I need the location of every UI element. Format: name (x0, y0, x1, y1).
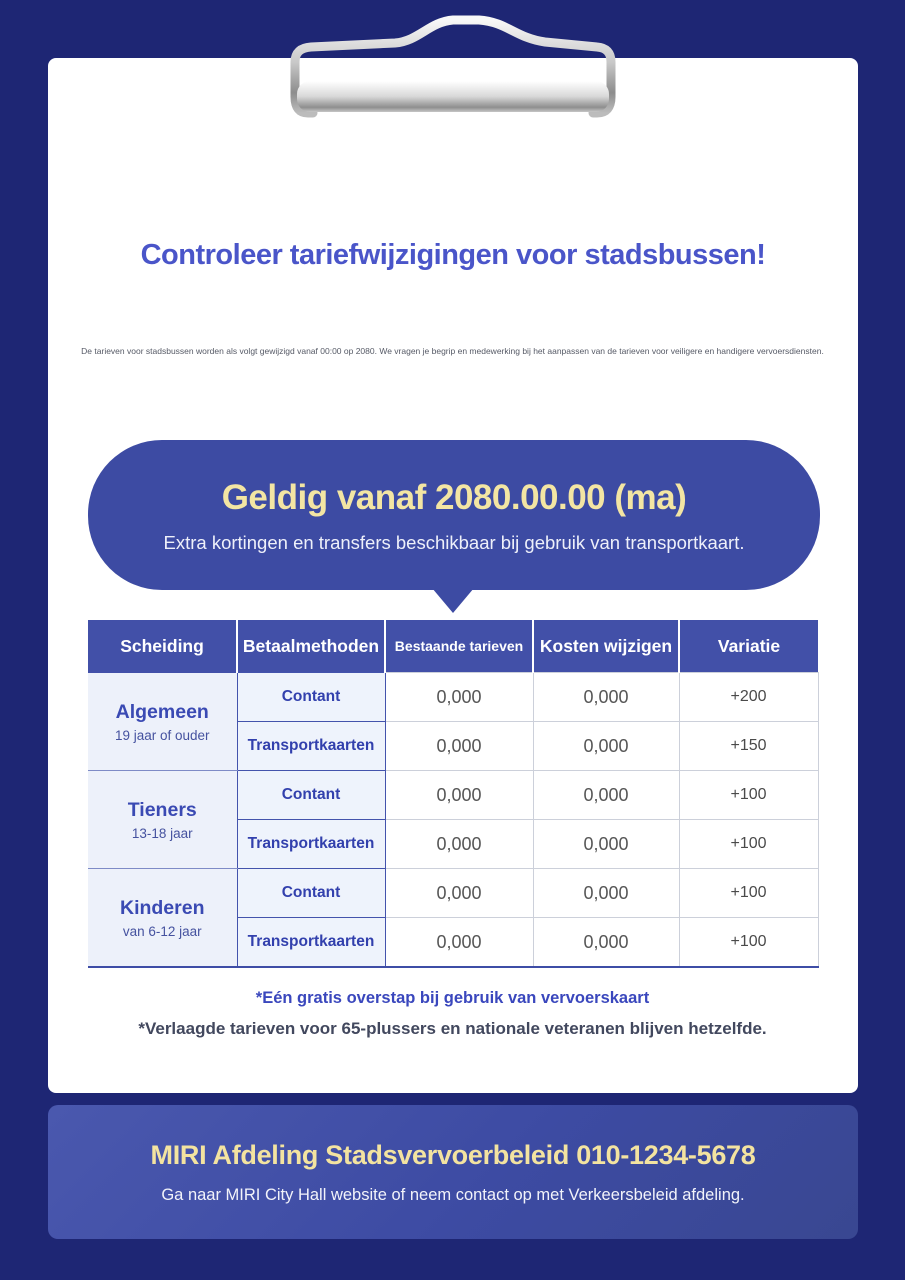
col-header-betaalmethoden: Betaalmethoden (237, 620, 385, 673)
fare-table-header (88, 620, 818, 673)
variation-cell: +200 (679, 673, 818, 722)
contact-footer (48, 1105, 858, 1239)
col-header-bestaande-tarieven: Bestaande tarieven (385, 620, 533, 673)
variation-cell: +100 (679, 918, 818, 968)
payment-method-cell: Transportkaarten (237, 918, 385, 968)
footnote-free-transfer: *Eén gratis overstap bij gebruik van vervoerskaart (255, 989, 650, 1007)
changed-fare-cell: 0,000 (533, 918, 679, 968)
current-fare-cell: 0,000 (385, 722, 533, 771)
category-name: Tieners (127, 798, 197, 821)
col-header-variatie: Variatie (679, 620, 818, 673)
payment-method-cell: Contant (237, 869, 385, 918)
current-fare-cell: 0,000 (385, 820, 533, 869)
category-name: Kinderen (119, 896, 205, 919)
category-cell-algemeen (88, 673, 237, 771)
col-header-kosten-wijzigen: Kosten wijzigen (533, 620, 679, 673)
variation-cell: +100 (679, 869, 818, 918)
current-fare-cell: 0,000 (385, 918, 533, 968)
category-age-range: 19 jaar of ouder (114, 727, 210, 743)
table-row (88, 869, 818, 918)
changed-fare-cell: 0,000 (533, 673, 679, 722)
contact-title: MIRI Afdeling Stadsvervoerbeleid 010-1234-5678 (150, 1139, 756, 1170)
category-cell-tieners (88, 771, 237, 869)
variation-cell: +100 (679, 771, 818, 820)
contact-subtitle: Ga naar MIRI City Hall website of neem contact op met Verkeersbeleid afdeling. (161, 1185, 745, 1204)
banner-subtitle: Extra kortingen en transfers beschikbaar bij gebruik van transportkaart. (163, 532, 745, 553)
payment-method-cell: Contant (237, 673, 385, 722)
changed-fare-cell: 0,000 (533, 722, 679, 771)
payment-method-cell: Transportkaarten (237, 820, 385, 869)
changed-fare-cell: 0,000 (533, 820, 679, 869)
current-fare-cell: 0,000 (385, 673, 533, 722)
effective-date-banner (88, 440, 820, 590)
changed-fare-cell: 0,000 (533, 771, 679, 820)
category-age-range: 13-18 jaar (131, 826, 193, 842)
clipboard-clip-icon (283, 10, 623, 122)
intro-text: De tarieven voor stadsbussen worden als volgt gewijzigd vanaf 00:00 op 2080. We vragen je begrip en medewerking bij het aanpassen van de tarieven voor veiligere en handigere vervoersdiensten. (81, 346, 824, 356)
col-header-scheiding: Scheiding (88, 620, 237, 673)
fare-table (88, 620, 819, 968)
variation-cell: +100 (679, 820, 818, 869)
table-row (88, 771, 818, 820)
footnote-senior-fares: *Verlaagde tarieven voor 65-plussers en nationale veteranen blijven hetzelfde. (138, 1019, 767, 1038)
category-cell-kinderen (88, 869, 237, 968)
current-fare-cell: 0,000 (385, 771, 533, 820)
variation-cell: +150 (679, 722, 818, 771)
current-fare-cell: 0,000 (385, 869, 533, 918)
page-title: Controleer tariefwijzigingen voor stadsbussen! (140, 239, 766, 271)
effective-date-text: Geldig vanaf 2080.00.00 (ma) (221, 478, 687, 517)
payment-method-cell: Contant (237, 771, 385, 820)
payment-method-cell: Transportkaarten (237, 722, 385, 771)
changed-fare-cell: 0,000 (533, 869, 679, 918)
category-name: Algemeen (115, 700, 209, 723)
table-row (88, 673, 818, 722)
banner-tail-pointer (432, 588, 474, 613)
category-age-range: van 6-12 jaar (122, 924, 202, 940)
